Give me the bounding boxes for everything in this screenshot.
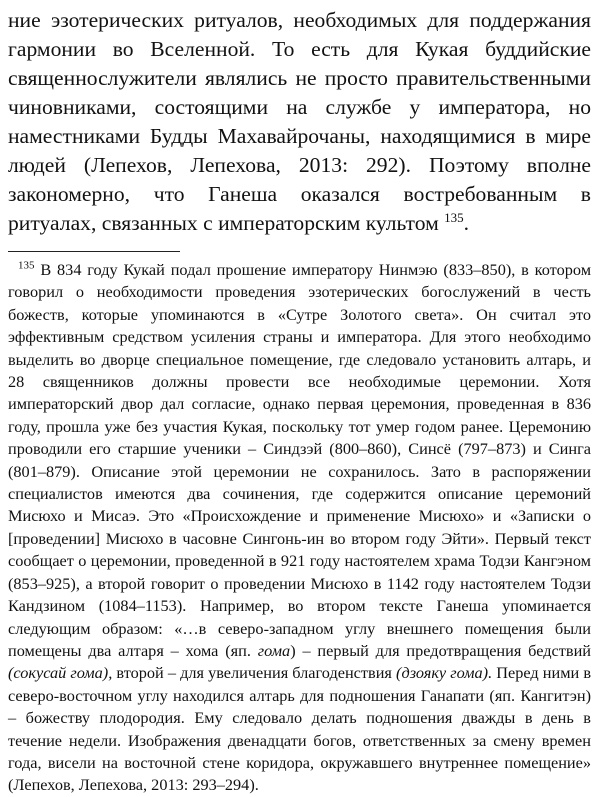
footnote-text-part3: второй – для увеличения благоденствия bbox=[116, 663, 392, 683]
footnote-reference[interactable]: 135 bbox=[444, 209, 464, 225]
footnote-135 bbox=[8, 259, 591, 797]
footnote-text-part1: В 834 году Кукай подал прошение императору Нинмэю (833–850), в котором говорил о необходимости проведения эзотерических богослужений в честь божеств, которые упоминаются в «Сутре Золотого света». Он считал это эффективным средством усиления страны и императора. Для этого необходимо выделить во дворце специальное помещение, где следовало установить алтарь, и 28 священников должны провести все необходимые церемонии. Хотя императорский двор дал согласие, однако первая церемония, проведенная в 836 году, прошла уже без участия Кукая, поскольку тот умер годом ранее. Церемонию проводили его старшие ученики – Синдзэй (800–860), Синсё (797–873) и Синга (801–879). Описание этой церемонии не сохранилось. Зато в распоряжении специалистов имеются два сочинения, где содержится описание церемоний Мисюхо и Мисаэ. Это «Происхождение и применение Мисюхо» и «Записки о [проведении] Мисюхо в часовне Сингонь-ин во втором году Эйти». Первый текст сообщает о церемонии, проведенной в 921 году настоятелем храма Тодзи Кангэном (853–925), а второй говорит о проведении Мисюхо в 1142 году настоятелем Тодзи Кандзином (1084–1153). Например, во втором тексте Ганеша упоминается следующим образом: «…в северо-западном углу внешнего помещения были помещены два алтаря – хома (яп. bbox=[8, 260, 592, 660]
book-page bbox=[8, 0, 591, 797]
footnote-italic-goma: гома bbox=[257, 640, 291, 660]
footnote-text-part2: ) – первый для предотвращения бедствий bbox=[290, 640, 591, 660]
footnote-divider bbox=[8, 251, 180, 252]
main-paragraph-end: . bbox=[463, 211, 470, 235]
footnote-number: 135 bbox=[18, 259, 35, 272]
footnote-italic-dzoyaku: (дзояку гома). bbox=[396, 663, 493, 683]
main-paragraph-text: ние эзотерических ритуалов, необходимых для поддержания гармонии во Вселенной. То есть для Кукая буддийские священнослужители являлись не просто правительственными чиновниками, состоящими на службе у императора, но наместниками Будды Махавайрочаны, находящимися в мире людей (Лепехов, Лепехова, 2013: 292). Поэтому вполне закономерно, что Ганеша оказался востребованным в ритуалах, связанных с императорским культом bbox=[8, 8, 591, 235]
footnote-italic-sokusai: (сокусай гома), bbox=[8, 663, 113, 683]
main-paragraph bbox=[8, 6, 591, 238]
footnote-text-part4: Перед ними в северо-восточном углу находился алтарь для подношения Ганапати (яп. Кангитэн) – божеству плодородия. Ему следовало делать подношения дважды в день в течение недели. Изображения двенадцати богов, ответственных за смену времен года, висели на восточной стене коридора, окружавшего внутреннее помещение» (Лепехов, Лепехова, 2013: 293–294). bbox=[8, 663, 592, 795]
